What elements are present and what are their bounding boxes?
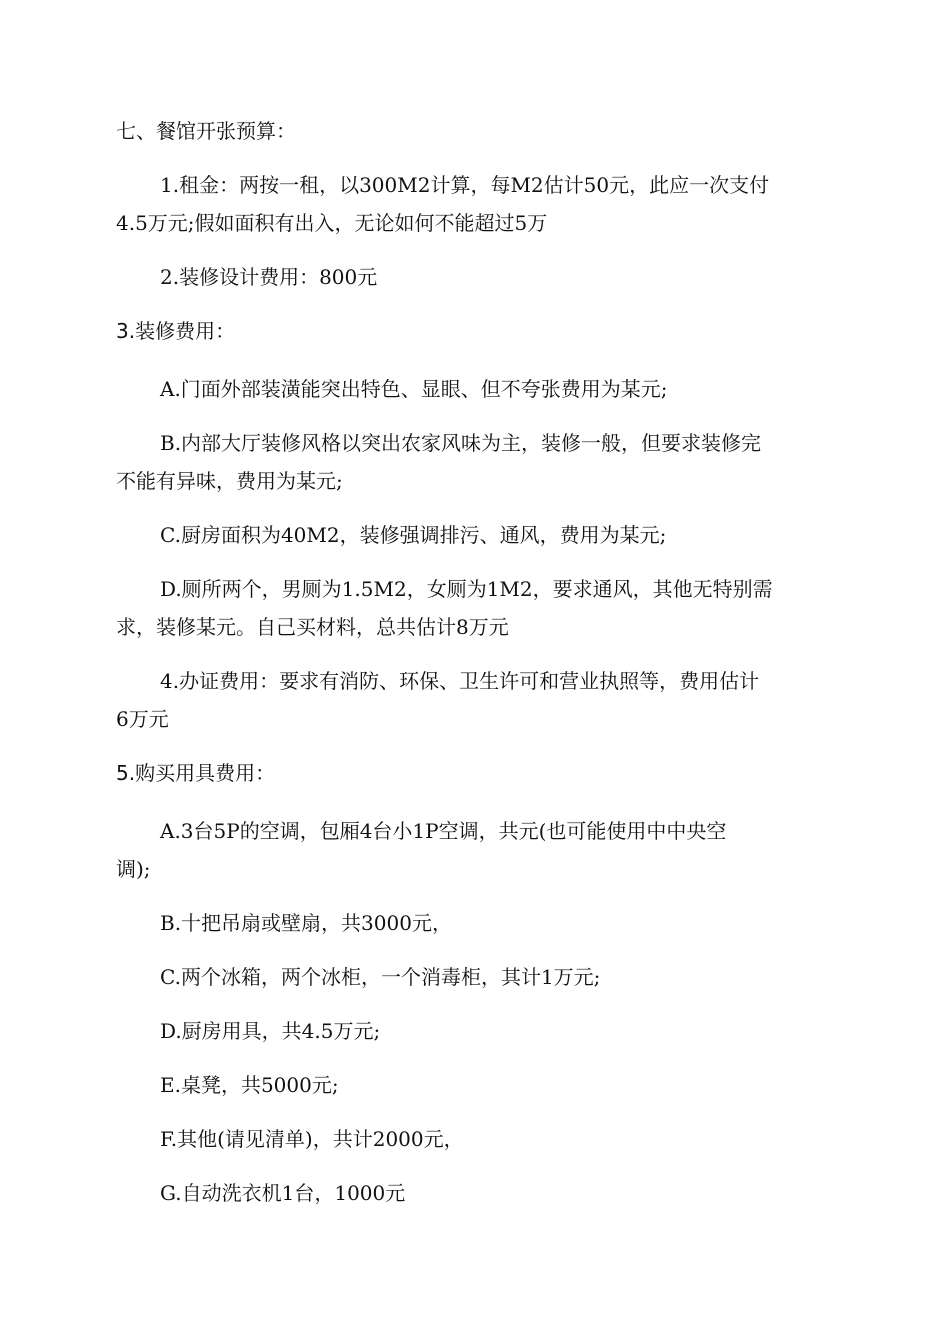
- renovation-item-c: C.厨房面积为40M2，装修强调排污、通风，费用为某元;: [160, 523, 667, 547]
- license-fee-line-1: 4.办证费用：要求有消防、环保、卫生许可和营业执照等，费用估计: [160, 669, 760, 693]
- equipment-item-a-line-1: A.3台5P的空调，包厢4台小1P空调，共元(也可能使用中中央空: [160, 819, 727, 843]
- equipment-item-b: B.十把吊扇或壁扇，共3000元，: [160, 911, 452, 935]
- equipment-item-c: C.两个冰箱，两个冰柜，一个消毒柜，其计1万元;: [160, 965, 601, 989]
- equipment-item-g: G.自动洗衣机1台，1000元: [160, 1181, 406, 1205]
- renovation-item-d-line-2: 求，装修某元。自己买材料，总共估计8万元: [116, 615, 509, 639]
- renovation-item-b-line-2: 不能有异味，费用为某元;: [116, 469, 343, 493]
- renovation-item-b-line-1: B.内部大厅装修风格以突出农家风味为主，装修一般，但要求装修完: [160, 431, 762, 455]
- equipment-heading: 5.购买用具费用：: [116, 761, 276, 785]
- rent-line-2: 4.5万元;假如面积有出入，无论如何不能超过5万: [116, 211, 548, 235]
- equipment-item-d: D.厨房用具，共4.5万元;: [160, 1019, 381, 1043]
- license-fee-line-2: 6万元: [116, 707, 169, 731]
- equipment-item-a-line-2: 调);: [116, 857, 151, 881]
- section-heading: 七、餐馆开张预算：: [116, 119, 296, 143]
- rent-line-1: 1.租金：两按一租，以300M2计算，每M2估计50元，此应一次支付: [160, 173, 770, 197]
- equipment-item-f: F.其他(请见清单)，共计2000元，: [160, 1127, 464, 1151]
- equipment-item-e: E.桌凳，共5000元;: [160, 1073, 339, 1097]
- design-fee-line: 2.装修设计费用：800元: [160, 265, 378, 289]
- renovation-item-a: A.门面外部装潢能突出特色、显眼、但不夸张费用为某元;: [160, 377, 668, 401]
- renovation-item-d-line-1: D.厕所两个，男厕为1.5M2，女厕为1M2，要求通风，其他无特别需: [160, 577, 773, 601]
- renovation-heading: 3.装修费用：: [116, 319, 236, 343]
